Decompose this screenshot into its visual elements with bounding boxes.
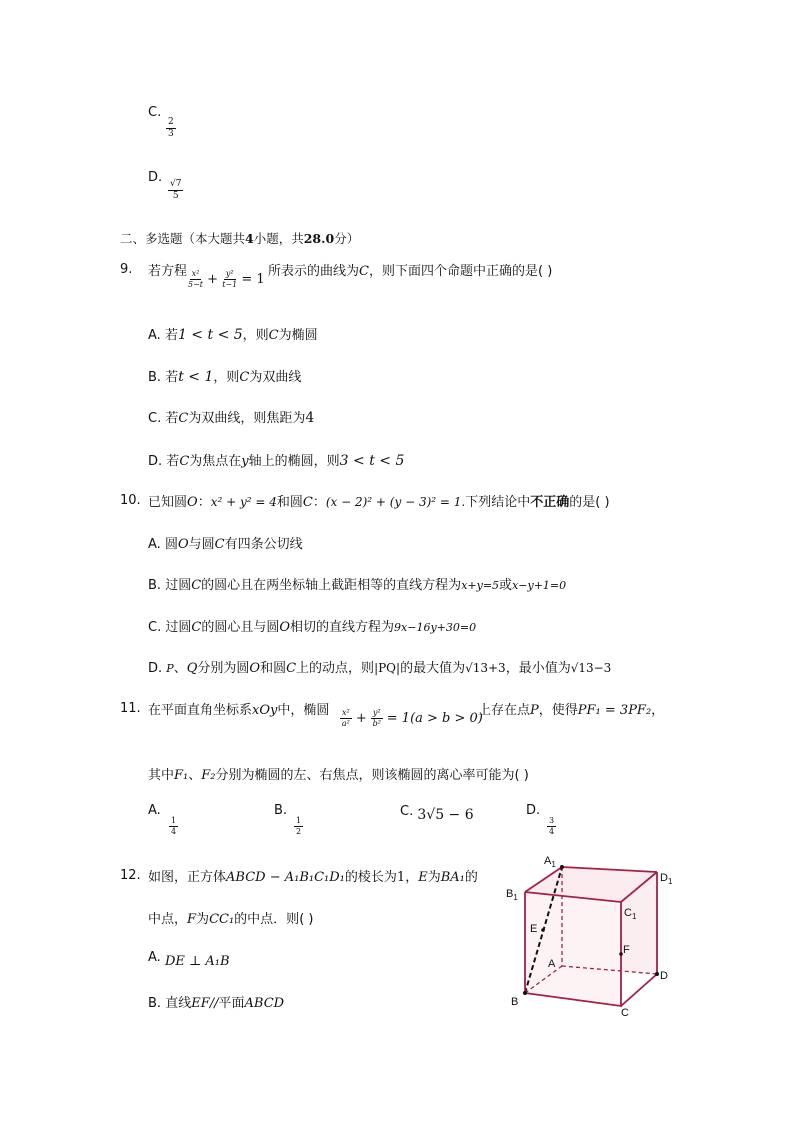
label-c1: $C_1$ — [624, 907, 637, 921]
label-c: C — [621, 1007, 629, 1019]
q11-number: 11. — [120, 701, 141, 716]
dot-b — [523, 991, 527, 995]
q8-option-c — [148, 105, 161, 120]
q8-option-c-fraction: $\frac{2}{3}$ — [168, 117, 174, 139]
q9-option-b: B. 若t < 1，则C为双曲线 — [148, 369, 302, 385]
label-b1: $B_1$ — [506, 888, 518, 902]
q12-stem: 如图，正方体ABCD − A₁B₁C₁D₁的棱长为1，E为BA₁的 — [148, 870, 478, 885]
label-b: B — [511, 996, 519, 1008]
q11-stem-rest: 上存在点P，使得PF₁ = 3PF₂， — [478, 703, 665, 718]
label-a: A — [548, 958, 556, 970]
q11-option-a: A. — [148, 803, 161, 818]
label-a1: $A_1$ — [544, 855, 556, 869]
cube-figure — [500, 850, 690, 1020]
q9-option-d: D. 若C为焦点在y轴上的椭圆，则3 < t < 5 — [148, 453, 405, 469]
q11-option-b: B. — [274, 803, 288, 818]
label-d1: $D_1$ — [660, 872, 673, 886]
q11-option-d-fraction: $\frac{3}{4}$ — [549, 816, 555, 836]
section-header: 二、多选题（本大题共4小题，共28.0分） — [120, 231, 360, 246]
q11-ellipse-equation: $\frac{\text{x²}}{\text{a²}}$ + $\frac{\text{y²}}{\text{b²}}$ = 1(a > b > 0) — [341, 708, 483, 728]
dot-d — [655, 972, 659, 976]
label-e: E — [530, 923, 538, 935]
q9-option-c: C. 若C为双曲线，则焦距为4 — [148, 410, 315, 426]
q10-option-a: A. 圆O与圆C有四条公切线 — [148, 537, 303, 552]
q11-stem-line2: 其中F₁、F₂分别为椭圆的左、右焦点，则该椭圆的离心率可能为( ) — [148, 768, 529, 783]
front-face — [525, 892, 621, 1006]
q9-number: 9. — [120, 262, 133, 277]
q9-stem-rest: 所表示的曲线为C，则下面四个命题中正确的是( ) — [268, 264, 553, 279]
option-label: D. — [148, 170, 163, 185]
q10-stem: 已知圆O：x² + y² = 4和圆C：(x − 2)² + (y − 3)² = 1.下列结论中不正确的是( ) — [148, 495, 610, 510]
q8-option-d — [148, 170, 162, 185]
q9-stem: 若方程 — [148, 264, 188, 279]
q12-stem-line2: 中点，F为CC₁的中点．则( ) — [148, 912, 314, 927]
label-d: D — [660, 970, 668, 982]
q12-option-a: A. DE ⊥ A₁B — [148, 950, 230, 969]
q10-option-d: D. P、Q分别为圆O和圆C上的动点，则|PQ|的最大值为√13+3，最小值为√13−3 — [148, 661, 612, 676]
q11-option-b-fraction: $\frac{1}{2}$ — [296, 816, 302, 836]
q11-stem: 在平面直角坐标系xOy中，椭圆 — [148, 703, 330, 718]
q8-option-d-fraction: $\frac{√7}{5}$ — [170, 179, 182, 201]
q11-option-c: C. 3√5 − 6 — [400, 804, 474, 823]
q12-option-b: B. 直线EF//平面ABCD — [148, 996, 285, 1011]
q10-number: 10. — [120, 493, 141, 508]
q10-option-b: B. 过圆C的圆心且在两坐标轴上截距相等的直线方程为x+y=5或x−y+1=0 — [148, 578, 567, 593]
q12-number: 12. — [120, 868, 141, 883]
q10-option-c: C. 过圆C的圆心且与圆O相切的直线方程为9x−16y+30=0 — [148, 620, 477, 635]
q9-option-a: A. 若1 < t < 5，则C为椭圆 — [148, 327, 318, 343]
option-label: C. — [148, 105, 162, 120]
q11-option-a-fraction: $\frac{1}{4}$ — [171, 816, 177, 836]
q9-equation: $\frac{\text{x²}}{5-t}$ + $\frac{\text{y²}}{t-1}$ = 1 — [188, 269, 265, 289]
label-f: F — [623, 944, 630, 956]
dot-e — [541, 928, 545, 932]
edge-cd — [621, 974, 657, 1006]
dot-a1 — [560, 865, 564, 869]
q11-option-d: D. — [526, 803, 541, 818]
